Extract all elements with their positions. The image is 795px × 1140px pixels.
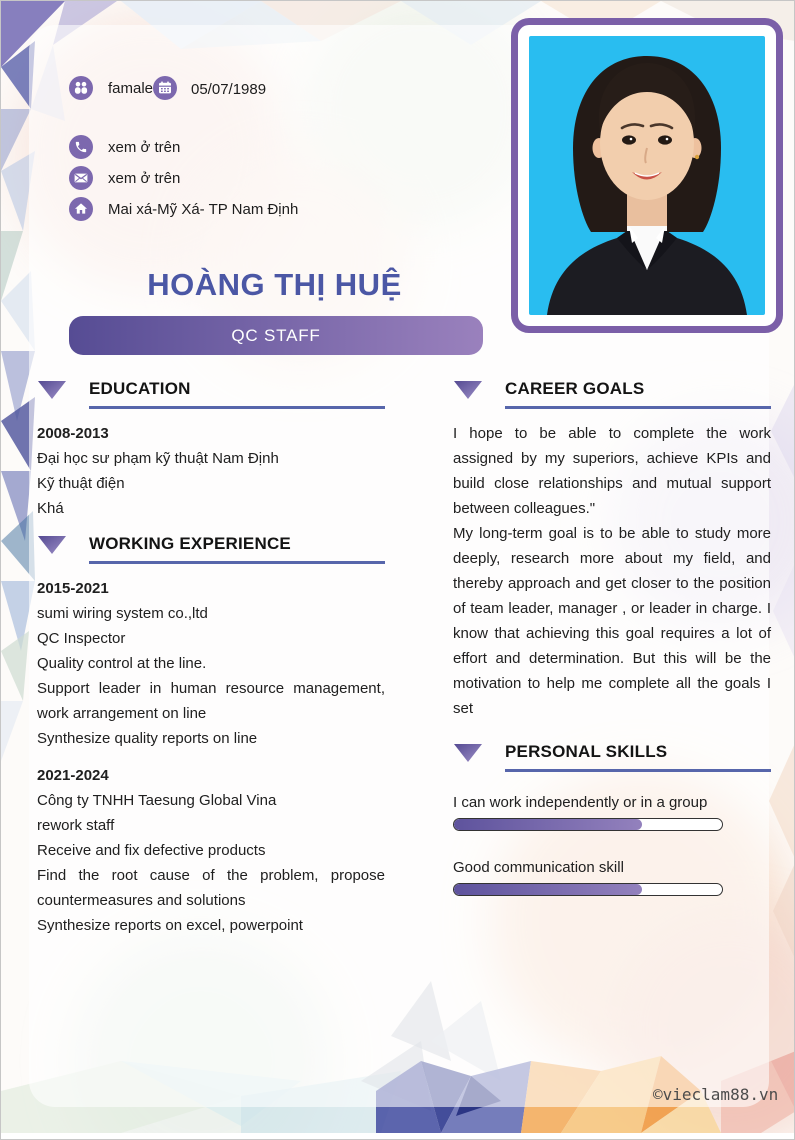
- personal-skills-title: PERSONAL SKILLS: [505, 742, 771, 772]
- career-goals-body: [453, 421, 771, 721]
- career-paragraph: My long-term goal is to be able to study more deeply, research more about my field, and thereby approach and get closer to the position of team leader, manager , or leader in charge. I know that achieving this goal requires a lot of effort and determination. But this will be the motivation to help me complete all the goals I set: [453, 525, 771, 717]
- section-triangle-icon: [454, 744, 482, 762]
- job-line: rework staff: [37, 817, 115, 834]
- calendar-icon: [153, 76, 177, 100]
- contact-row-gender-dob: [69, 76, 489, 134]
- profile-photo-frame: [511, 18, 783, 333]
- gender-icon: [69, 76, 93, 100]
- job-line: Support leader in human resource management, work arrangement on line: [37, 680, 385, 722]
- career-goals-section-header: [453, 379, 771, 409]
- profile-photo: [529, 36, 765, 315]
- mail-icon: [69, 166, 93, 190]
- experience-section-header: [37, 534, 385, 564]
- phone-value: xem ở trên: [108, 138, 181, 156]
- left-column: [37, 379, 385, 938]
- job-line: Receive and fix defective products: [37, 842, 266, 859]
- job-line: Quality control at the line.: [37, 655, 207, 672]
- skill-progress-bar: [453, 818, 723, 831]
- job-period: 2015-2021: [37, 580, 109, 597]
- contact-row-email: [69, 166, 180, 190]
- personal-skills-section-header: [453, 742, 771, 772]
- education-line: Kỹ thuật điện: [37, 475, 125, 492]
- section-triangle-icon: [38, 536, 66, 554]
- address-value: Mai xá-Mỹ Xá- TP Nam Định: [108, 200, 299, 218]
- skill-label: I can work independently or in a group: [453, 794, 708, 811]
- job-title-badge: [69, 316, 483, 355]
- experience-job-1: [37, 576, 385, 751]
- section-triangle-icon: [38, 381, 66, 399]
- job-line: QC Inspector: [37, 630, 126, 647]
- job-title: QC STAFF: [231, 325, 321, 345]
- education-line: Khá: [37, 500, 64, 517]
- dob-value: 05/07/1989: [191, 81, 267, 98]
- section-triangle-icon: [454, 381, 482, 399]
- job-line: Find the root cause of the problem, propose countermeasures and solutions: [37, 867, 385, 909]
- contact-row-phone: [69, 135, 180, 159]
- right-column: [453, 379, 771, 896]
- candidate-name: HOÀNG THỊ HUỆ: [147, 267, 402, 302]
- site-watermark: ©vieclam88.vn: [653, 1085, 779, 1104]
- skill-progress-bar: [453, 883, 723, 896]
- experience-job-2: [37, 763, 385, 938]
- job-line: Công ty TNHH Taesung Global Vina: [37, 792, 277, 809]
- job-line: Synthesize reports on excel, powerpoint: [37, 917, 303, 934]
- skill-progress-fill: [454, 819, 642, 830]
- education-section-header: [37, 379, 385, 409]
- job-period: 2021-2024: [37, 767, 109, 784]
- career-paragraph: I hope to be able to complete the work assigned by my superiors, achieve KPIs and build close relationships and mutual support between colleagues.": [453, 425, 771, 517]
- experience-title: WORKING EXPERIENCE: [89, 534, 385, 564]
- career-goals-title: CAREER GOALS: [505, 379, 771, 409]
- home-icon: [69, 197, 93, 221]
- skill-label: Good communication skill: [453, 859, 624, 876]
- phone-icon: [69, 135, 93, 159]
- contact-row-address: [69, 197, 298, 221]
- education-body: [37, 421, 385, 521]
- job-line: Synthesize quality reports on line: [37, 730, 258, 747]
- education-title: EDUCATION: [89, 379, 385, 409]
- email-value: xem ở trên: [108, 169, 181, 187]
- education-period: 2008-2013: [37, 425, 109, 442]
- skill-progress-fill: [454, 884, 642, 895]
- gender-value: famale: [108, 80, 154, 97]
- job-line: sumi wiring system co.,ltd: [37, 605, 208, 622]
- education-line: Đại học sư phạm kỹ thuật Nam Định: [37, 450, 279, 467]
